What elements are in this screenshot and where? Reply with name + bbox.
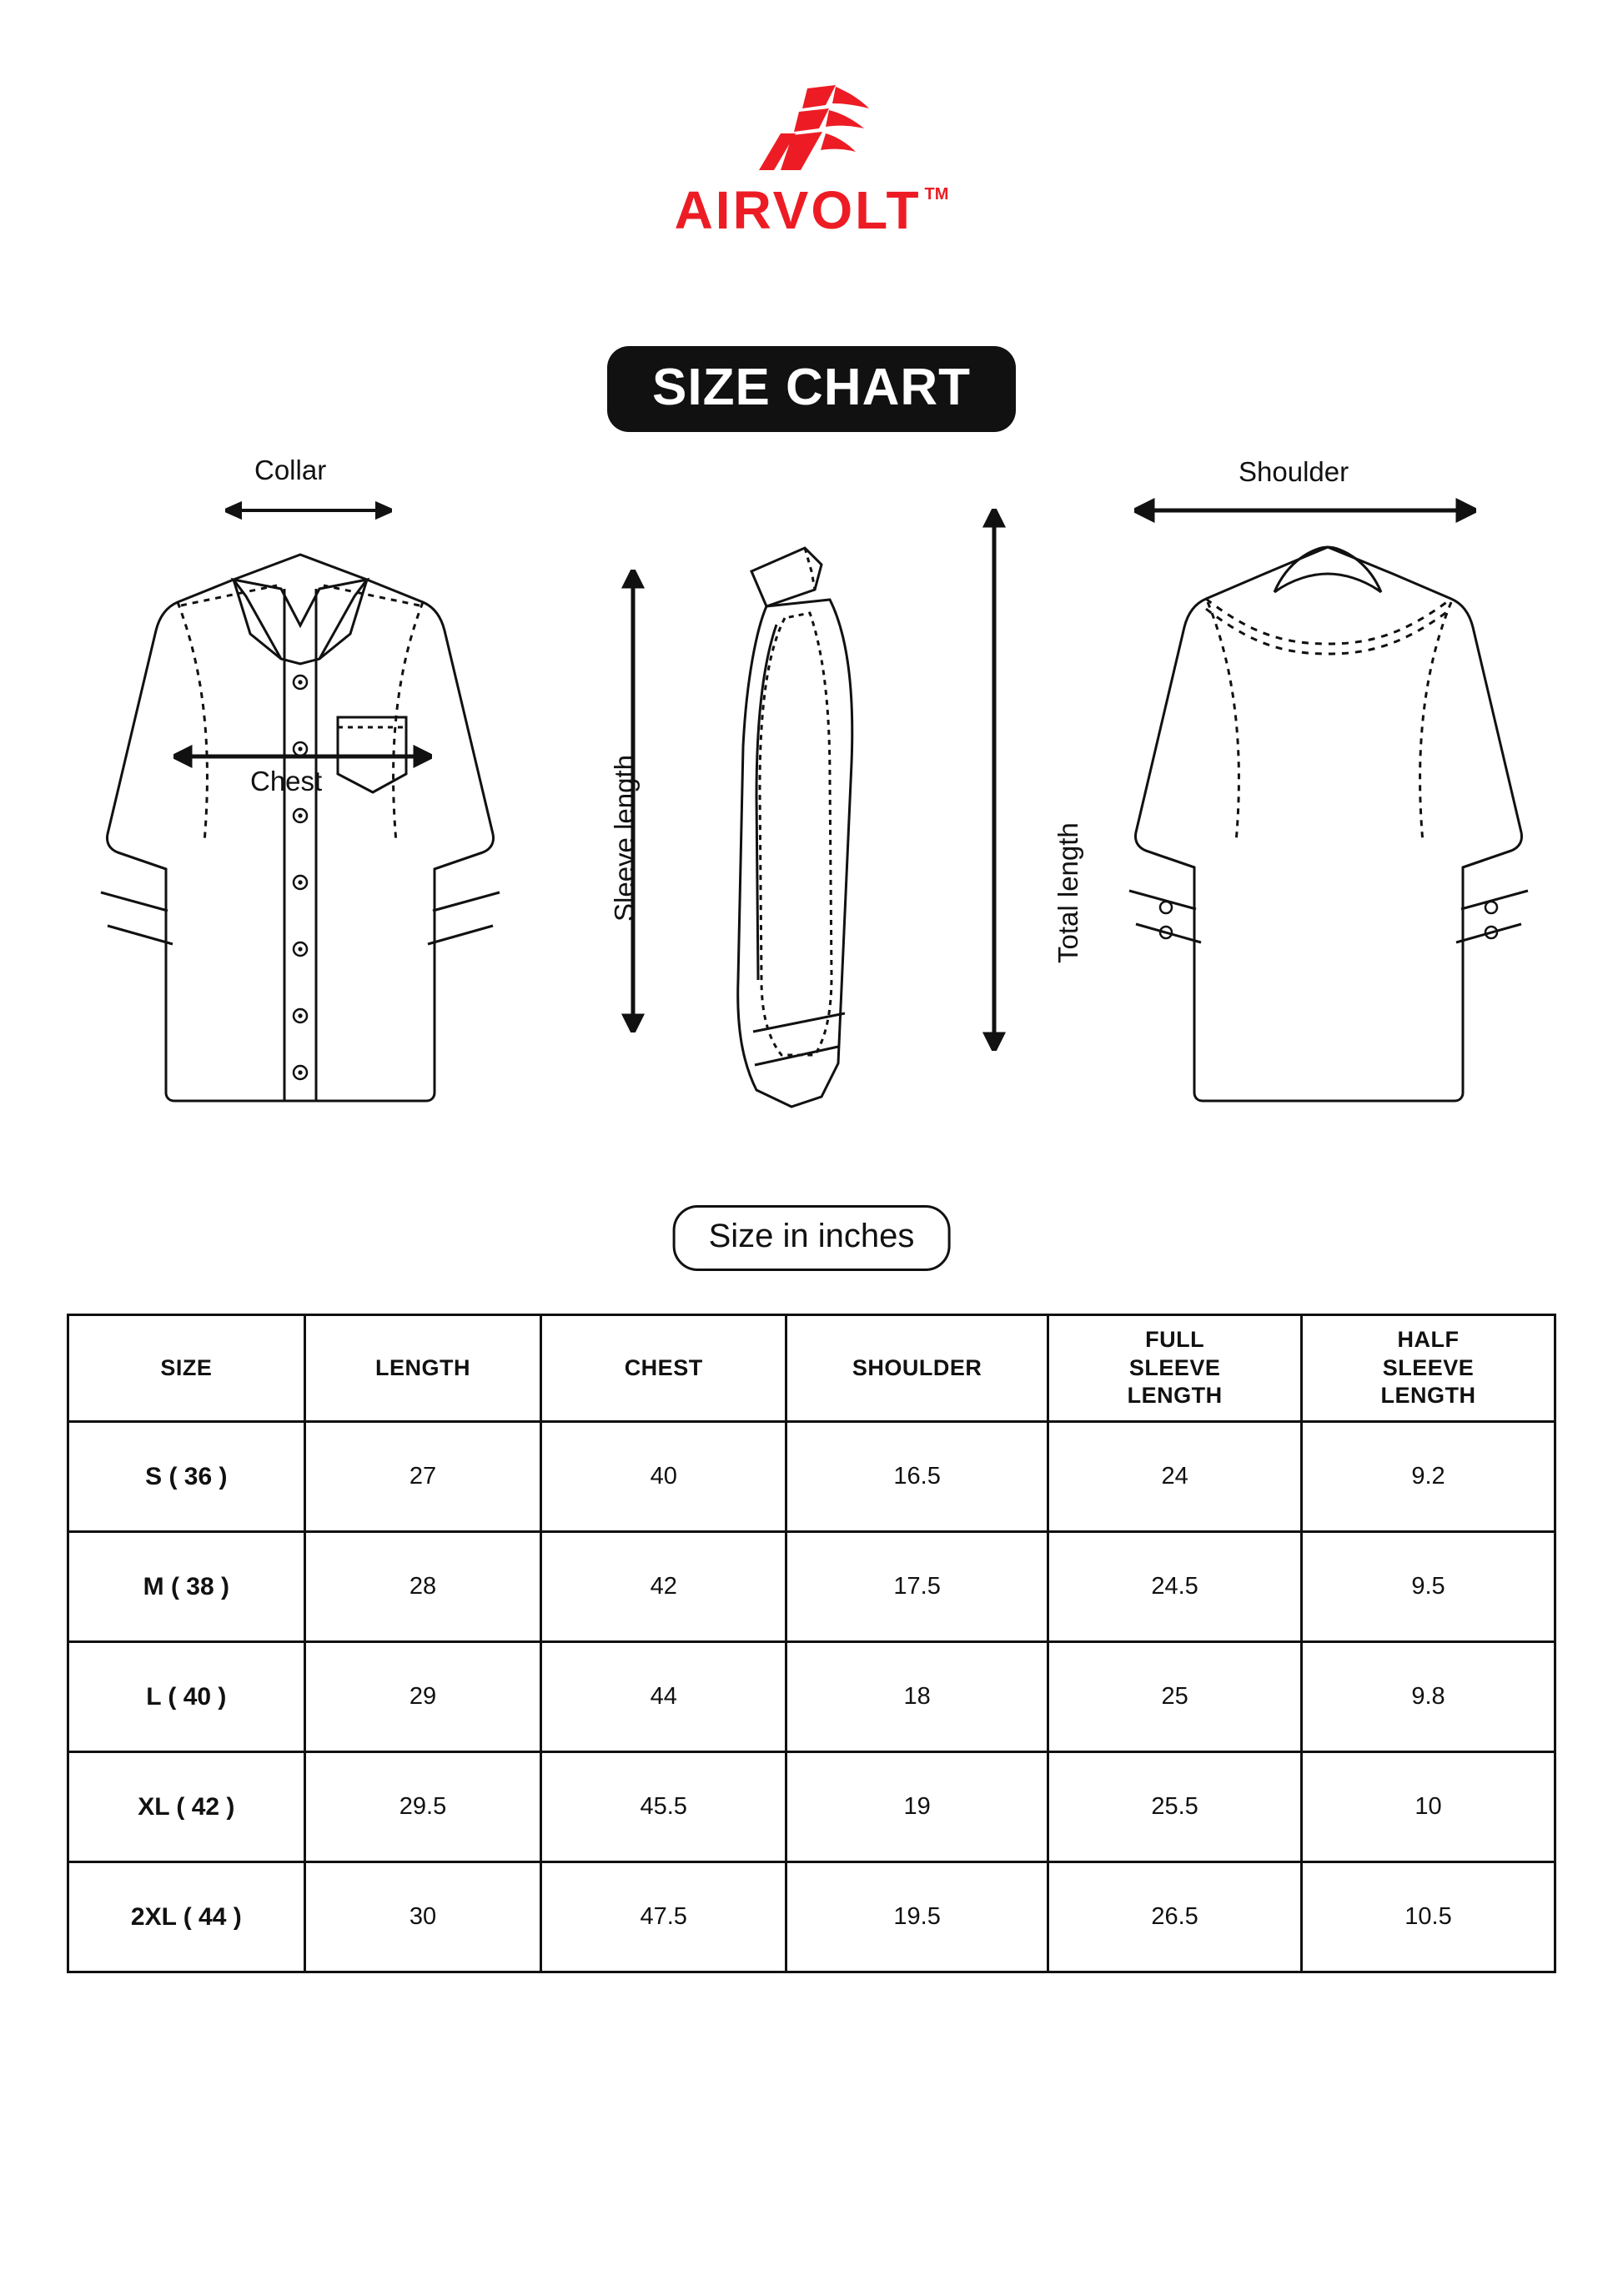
cell-chest: 42: [541, 1532, 786, 1642]
collar-measure-arrow: [225, 496, 392, 525]
shoulder-label: Shoulder: [1239, 456, 1349, 487]
table-row: [68, 1642, 1555, 1752]
total-length-measure-arrow: [980, 509, 1008, 1051]
cell-length: 29.5: [304, 1752, 541, 1862]
cell-full-sleeve: 24.5: [1048, 1532, 1302, 1642]
shirt-front-view: [79, 509, 513, 1109]
brand-name: AIRVOLT: [674, 180, 922, 240]
cell-length: 27: [304, 1422, 541, 1532]
table-row: [68, 1422, 1555, 1532]
column-header-shoulder: SHOULDER: [786, 1315, 1048, 1422]
cell-length: 30: [304, 1862, 541, 1972]
cell-full-sleeve: 25.5: [1048, 1752, 1302, 1862]
sleeve-length-label: Sleeve length: [609, 755, 640, 922]
table-row: [68, 1752, 1555, 1862]
cell-length: 29: [304, 1642, 541, 1752]
cell-shoulder: 19.5: [786, 1862, 1048, 1972]
shoulder-measure-arrow: [1134, 496, 1476, 525]
cell-size: XL ( 42 ): [68, 1752, 305, 1862]
trademark-symbol: TM: [924, 185, 949, 203]
column-header-length: LENGTH: [304, 1315, 541, 1422]
cell-full-sleeve: 25: [1048, 1642, 1302, 1752]
shirt-side-view: [705, 513, 905, 1122]
cell-chest: 44: [541, 1642, 786, 1752]
cell-full-sleeve: 24: [1048, 1422, 1302, 1532]
cell-half-sleeve: 9.5: [1302, 1532, 1555, 1642]
cell-size: M ( 38 ): [68, 1532, 305, 1642]
size-table: [67, 1314, 1556, 1973]
cell-size: 2XL ( 44 ): [68, 1862, 305, 1972]
page-title: SIZE CHART: [607, 346, 1016, 432]
shirt-back-view: [1109, 509, 1543, 1109]
table-row: [68, 1532, 1555, 1642]
cell-length: 28: [304, 1532, 541, 1642]
collar-label: Collar: [254, 455, 327, 485]
cell-shoulder: 18: [786, 1642, 1048, 1752]
shirt-illustrations: [0, 455, 1623, 1163]
cell-half-sleeve: 10.5: [1302, 1862, 1555, 1972]
cell-size: L ( 40 ): [68, 1642, 305, 1752]
column-header-half-sleeve-length: HALF SLEEVE LENGTH: [1302, 1315, 1555, 1422]
cell-half-sleeve: 9.2: [1302, 1422, 1555, 1532]
column-header-chest: CHEST: [541, 1315, 786, 1422]
cell-chest: 47.5: [541, 1862, 786, 1972]
cell-half-sleeve: 9.8: [1302, 1642, 1555, 1752]
table-row: [68, 1862, 1555, 1972]
cell-shoulder: 19: [786, 1752, 1048, 1862]
brand-header: [0, 83, 1623, 240]
cell-full-sleeve: 26.5: [1048, 1862, 1302, 1972]
column-header-full-sleeve-length: FULL SLEEVE LENGTH: [1048, 1315, 1302, 1422]
column-header-size: SIZE: [68, 1315, 305, 1422]
units-note: Size in inches: [673, 1205, 951, 1271]
table-header-row: [68, 1315, 1555, 1422]
cell-half-sleeve: 10: [1302, 1752, 1555, 1862]
chest-label: Chest: [250, 766, 323, 796]
cell-size: S ( 36 ): [68, 1422, 305, 1532]
size-table-wrapper: [67, 1314, 1556, 1973]
cell-shoulder: 17.5: [786, 1532, 1048, 1642]
airvolt-bird-mark-icon: [749, 83, 874, 175]
cell-chest: 40: [541, 1422, 786, 1532]
total-length-label: Total length: [1053, 822, 1083, 963]
cell-shoulder: 16.5: [786, 1422, 1048, 1532]
cell-chest: 45.5: [541, 1752, 786, 1862]
